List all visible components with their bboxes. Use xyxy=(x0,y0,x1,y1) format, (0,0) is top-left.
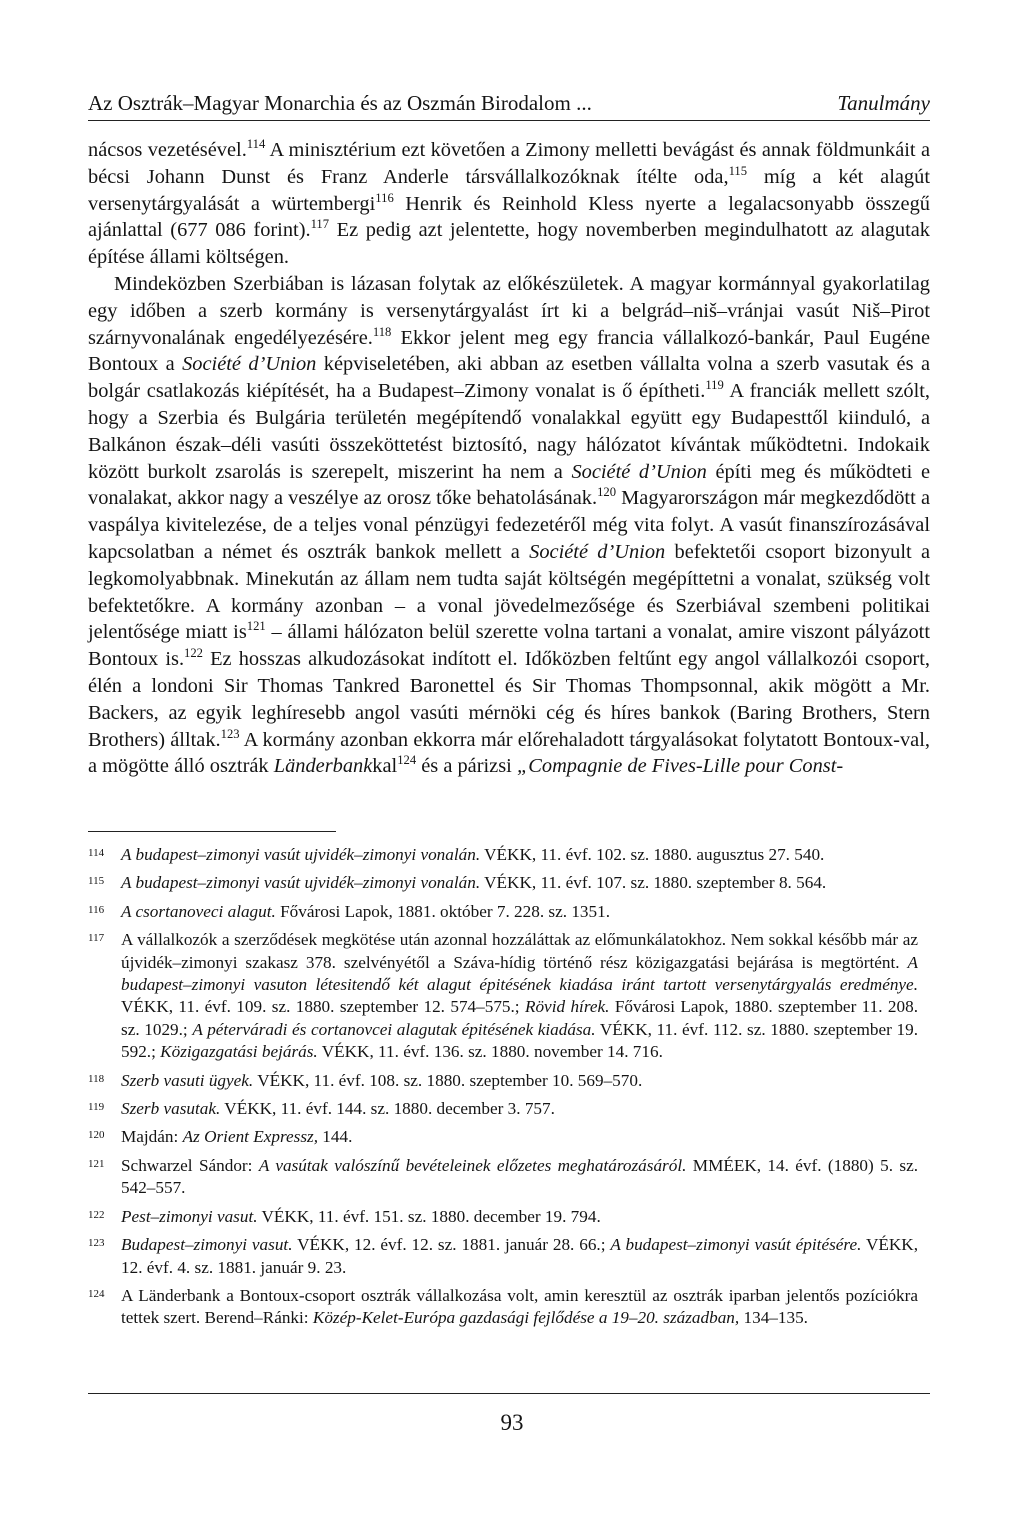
text-run: míg a két alagút versenytárgyalását a würtembergi xyxy=(88,165,930,215)
footnote-ref: 121 xyxy=(246,619,266,634)
italic-text: Pest–zimonyi vasut. xyxy=(121,1206,258,1226)
page-number: 93 xyxy=(500,1410,524,1435)
main-text xyxy=(88,137,930,780)
footnote-number: 119 xyxy=(88,1101,105,1114)
footnote-124 xyxy=(88,1285,918,1330)
section-label: Tanulmány xyxy=(837,91,930,115)
italic-text: Szerb vasuti ügyek. xyxy=(121,1070,254,1090)
text-run: Fővárosi Lapok, 1881. október 7. 228. sz. 1351. xyxy=(275,901,610,921)
italic-text: Société d’Union xyxy=(182,353,317,376)
footnote-ref: 115 xyxy=(728,164,748,178)
footnote-number: 115 xyxy=(88,875,105,888)
text-run: Ez hosszas alkudozásokat indított el. Időközben feltűnt egy angol vállalkozói csoport, élén a londoni Sir Thomas Tankred Baronettel és Sir Thomas Thompsonnal, akik mögött a Mr. Backers, az egyik leghíresebb angol vasúti mérnöki cég és híres bankok (Baring Brothers, Stern Brothers) álltak. xyxy=(88,648,930,751)
running-title: Az Osztrák–Magyar Monarchia és az Oszmán Birodalom ... xyxy=(88,91,592,115)
text-run: Henrik és Reinhold Kless nyerte a legalacsonyabb összegű ajánlattal (677 086 forint). xyxy=(88,192,930,242)
italic-text: A péterváradi és cortanovcei alagutak épitésének kiadása. xyxy=(192,1019,596,1039)
footnote-number: 117 xyxy=(88,932,105,945)
footnote-118 xyxy=(88,1070,918,1092)
footnote-number: 116 xyxy=(88,903,105,916)
text-run: Magyarországon már megkezdődött a vaspálya kivitelezése, de a teljes vonal pénzügyi fedezetéről még vita folyt. A vasút finanszírozásával kapcsolatban a német és osztrák bankok mellett a xyxy=(88,487,930,563)
italic-text: Szerb vasutak. xyxy=(121,1099,221,1119)
footnote-number: 122 xyxy=(88,1208,105,1221)
text-run: befektetői csoport bizonyult a legkomolyabbnak. Minekután az állam nem tudta saját költségén megépíttetni a vonalat, szükség volt befektetőkre. A kormány azonban – a vonal jövedelmezősége és Szerbiával szembeni politikai jelentősége miatt is xyxy=(88,540,930,644)
footnote-119 xyxy=(88,1098,918,1120)
footnote-121 xyxy=(88,1155,918,1200)
italic-text: Az Orient Expressz, xyxy=(182,1127,318,1147)
footnote-number: 120 xyxy=(88,1129,105,1142)
text-run: Fővárosi Lapok, 1880. szeptember 11. 208. sz. 1029.; xyxy=(121,997,918,1039)
footnote-number: 123 xyxy=(88,1237,105,1250)
italic-text: A budapest–zimonyi vasuton létesitendő két alagut épitésének kiadása iránt tartott versenytárgyalás eredménye. xyxy=(121,952,918,995)
text-run: VÉKK, 11. évf. 107. sz. 1880. szeptember 8. 564. xyxy=(480,873,827,893)
text-run: A Länderbank a Bontoux-csoport osztrák vállalkozása volt, amin keresztül az osztrák iparban jelentős pozíciókra tettek szert. Berend–Ránki: xyxy=(121,1285,918,1328)
paragraph-1 xyxy=(88,137,930,271)
footnote-ref: 119 xyxy=(705,378,724,393)
footnote-number: 124 xyxy=(88,1287,105,1300)
italic-text: Société d’Union xyxy=(529,540,666,563)
footnote-ref: 116 xyxy=(375,190,394,205)
italic-text: Közép-Kelet-Európa gazdasági fejlődése a 19–20. században, xyxy=(312,1308,740,1328)
footnote-116 xyxy=(88,901,918,923)
text-run: VÉKK, 11. évf. 108. sz. 1880. szeptember 10. 569–570. xyxy=(253,1070,643,1090)
footnote-divider xyxy=(88,831,336,832)
running-header xyxy=(88,90,930,121)
italic-text: „Compagnie de Fives-Lille pour Const- xyxy=(516,755,844,778)
italic-text: A budapest–zimonyi vasút ujvidék–zimonyi vonalán. xyxy=(121,873,481,893)
text-run: és a párizsi xyxy=(416,755,517,778)
text-run: MMÉEK, 14. évf. (1880) 5. sz. 542–557. xyxy=(121,1155,919,1198)
text-run: VÉKK, 12. évf. 4. sz. 1881. január 9. 23. xyxy=(121,1235,918,1277)
footnote-122 xyxy=(88,1206,918,1228)
text-run: nácsos vezetésével. xyxy=(88,139,247,161)
text-run: A minisztérium ezt követően a Zimony melletti bevágást és annak földmunkáit a bécsi Johann Dunst és Franz Anderle társvállalkozóknak ítélte oda, xyxy=(88,139,931,188)
footnote-ref: 124 xyxy=(397,753,417,768)
text-run: VÉKK, 11. évf. 109. sz. 1880. szeptember 12. 574–575.; xyxy=(121,997,525,1017)
footnote-117 xyxy=(88,929,918,1063)
footnote-120 xyxy=(88,1126,918,1148)
text-run: Majdán: xyxy=(121,1127,183,1147)
footnote-ref: 120 xyxy=(597,485,616,500)
italic-text: A csortanoveci alagut. xyxy=(121,901,276,921)
text-run: 144. xyxy=(318,1127,353,1147)
footnotes xyxy=(88,844,918,1336)
text-run: Ekkor jelent meg egy francia vállalkozó-bankár, Paul Eugéne Bontoux a xyxy=(88,326,930,376)
italic-text: A budapest–zimonyi vasút ujvidék–zimonyi vonalán. xyxy=(121,845,481,864)
bottom-rule xyxy=(88,1393,930,1394)
footnote-ref: 118 xyxy=(372,324,392,339)
text-run: A franciák mellett szólt, hogy a Szerbia és Bulgária területén megépítendő vonalakkal együtt egy Budapesttől kiinduló, a Balkánon észak–déli vasúti összeköttetést biztosító, nagy hálózatot kívántak működtetni. Indokaik között burkolt zsarolás is szerepelt, miszerint ha nem a xyxy=(88,380,930,483)
footnote-ref: 123 xyxy=(220,726,240,741)
footnote-114 xyxy=(88,844,918,866)
footnote-ref: 114 xyxy=(246,137,266,152)
text-run: VÉKK, 11. évf. 112. sz. 1880. szeptember 19. 592.; xyxy=(121,1019,918,1062)
text-run: 134–135. xyxy=(739,1308,808,1328)
text-run: VÉKK, 11. évf. 136. sz. 1880. november 14. 716. xyxy=(317,1042,663,1062)
text-run: Mindeközben Szerbiában is lázasan folytak az előkészületek. A magyar kormánnyal gyakorlatilag egy időben a szerb kormány is versenytárgyalást írt ki a belgrád–niš–vránjai vasút Niš–Pirot szárnyvonalának engedélyezésére. xyxy=(88,272,930,349)
italic-text: A budapest–zimonyi vasút épitésére. xyxy=(610,1235,862,1255)
text-run: VÉKK, 12. évf. 12. sz. 1881. január 28. 66.; xyxy=(292,1235,611,1255)
text-run: építi meg és működteti e vonalakat, akkor nagy a veszélye az orosz tőke behatolásának. xyxy=(88,460,930,510)
text-run: – állami hálózaton belül szerette volna tartani a vonalat, amire viszont pályázott Bontoux is. xyxy=(88,621,931,671)
footnote-number: 118 xyxy=(88,1072,105,1085)
footnote-ref: 122 xyxy=(184,646,203,661)
footnote-123 xyxy=(88,1234,918,1279)
italic-text: Közigazgatási bejárás. xyxy=(160,1042,318,1062)
italic-text: Rövid hírek. xyxy=(524,997,610,1017)
text-run: VÉKK, 11. évf. 102. sz. 1880. augusztus 27. 540. xyxy=(480,845,825,864)
text-run: kal xyxy=(372,755,398,778)
text-run: képviseletében, aki abban az esetben vállalta volna a szerb vasutak és a bolgár csatlakozás kiépítését, ha a Budapest–Zimony vonalat is ő építheti. xyxy=(88,353,930,403)
footnote-115 xyxy=(88,872,918,894)
text-run: Schwarzel Sándor: xyxy=(121,1155,259,1175)
italic-text: A vasútak valószínű bevételeinek előzetes meghatározásáról. xyxy=(258,1155,687,1175)
text-run: A kormány azonban ekkorra már előrehaladott tárgyalásokat folytatott Bontoux-val, a mögötte álló osztrák xyxy=(88,728,930,778)
text-run: VÉKK, 11. évf. 151. sz. 1880. december 19. 794. xyxy=(257,1206,601,1226)
text-run: Ez pedig azt jelentette, hogy novemberben megindulhatott az alagutak építése állami költségen. xyxy=(88,219,930,269)
italic-text: Budapest–zimonyi vasut. xyxy=(121,1235,293,1255)
footnote-number: 114 xyxy=(88,847,105,859)
footnote-number: 121 xyxy=(88,1157,105,1170)
text-run: A vállalkozók a szerződések megkötése után azonnal hozzáláttak az előmunkálatokhoz. Nem sokkal később már az újvidék–zimonyi szakasz 378. szelvényétől a Száva-hídig történő rész közigazgatási bejárása is megtörtént. xyxy=(121,930,918,972)
text-run: VÉKK, 11. évf. 144. sz. 1880. december 3. 757. xyxy=(220,1099,555,1119)
paragraph-2 xyxy=(88,271,930,780)
footnote-ref: 117 xyxy=(310,217,330,232)
italic-text: Société d’Union xyxy=(571,460,707,483)
italic-text: Länderbank xyxy=(273,755,373,778)
